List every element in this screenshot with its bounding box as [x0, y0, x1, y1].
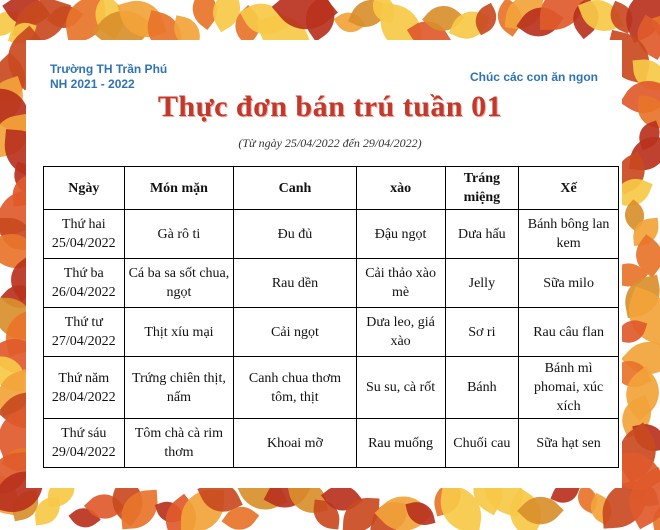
day-date: 27/04/2022 [51, 334, 116, 349]
weekly-menu-table [43, 166, 619, 468]
dessert-cell: Dưa hấu [445, 210, 519, 259]
day-name: Thứ ba [63, 266, 104, 281]
header-soup: Canh [234, 167, 356, 210]
soup-cell: Đu đủ [234, 210, 356, 259]
dessert-cell: Chuối cau [445, 419, 519, 468]
table-row [44, 308, 619, 357]
table-header-row [44, 167, 619, 210]
soup-cell: Khoai mỡ [234, 419, 356, 468]
day-cell [44, 210, 125, 259]
dessert-cell: Bánh [445, 357, 519, 419]
day-cell [44, 308, 125, 357]
day-name: Thứ hai [61, 217, 106, 232]
day-date: 25/04/2022 [51, 236, 116, 251]
day-name: Thứ năm [58, 370, 110, 386]
day-name: Thứ sáu [61, 426, 107, 441]
snack-cell: Sữa milo [519, 259, 619, 308]
main-dish-cell: Tôm chà cà rim thơm [124, 419, 234, 468]
snack-cell: Sữa hạt sen [519, 419, 619, 468]
day-date: 28/04/2022 [51, 389, 116, 405]
snack-cell: Bánh mì phomai, xúc xích [519, 357, 619, 419]
page-title: Thực đơn bán trú tuần 01 [157, 90, 503, 123]
stir-fry-cell: Su su, cà rốt [356, 357, 445, 419]
day-cell [44, 419, 125, 468]
dessert-cell: Jelly [445, 259, 519, 308]
school-year: NH 2021 - 2022 [50, 77, 135, 91]
table-row [44, 259, 619, 308]
snack-cell: Bánh bông lan kem [519, 210, 619, 259]
dessert-cell: Sơ ri [445, 308, 519, 357]
header-snack: Xế [519, 167, 619, 210]
day-name: Thứ tư [64, 315, 103, 330]
stir-fry-cell: Rau muống [356, 419, 445, 468]
header-dessert: Tráng miệng [445, 167, 519, 210]
header-stir-fry: xào [356, 167, 445, 210]
snack-cell: Rau câu flan [519, 308, 619, 357]
day-date: 29/04/2022 [51, 445, 116, 460]
day-date: 26/04/2022 [51, 285, 116, 300]
stir-fry-cell: Đậu ngọt [356, 210, 445, 259]
soup-cell: Canh chua thơm tôm, thịt [234, 357, 356, 419]
soup-cell: Rau dền [234, 259, 356, 308]
soup-cell: Cải ngọt [234, 308, 356, 357]
date-range-subtitle: (Từ ngày 25/04/2022 đến 29/04/2022) [238, 136, 422, 150]
main-dish-cell: Gà rô ti [124, 210, 234, 259]
table-row [44, 210, 619, 259]
stir-fry-cell: Cải thảo xào mè [356, 259, 445, 308]
day-cell [44, 259, 125, 308]
main-dish-cell: Cá ba sa sốt chua, ngọt [124, 259, 234, 308]
main-dish-cell: Trứng chiên thịt, nấm [124, 357, 234, 419]
school-info [50, 62, 167, 92]
table-row [44, 357, 619, 419]
school-name: Trường TH Trần Phú [50, 62, 168, 76]
greeting-text: Chúc các con ăn ngon [469, 70, 598, 84]
stir-fry-cell: Dưa leo, giá xào [356, 308, 445, 357]
main-dish-cell: Thịt xíu mại [124, 308, 234, 357]
header-main-dish: Món mặn [124, 167, 234, 210]
header-day: Ngày [44, 167, 125, 210]
day-cell [44, 357, 125, 419]
table-row [44, 419, 619, 468]
